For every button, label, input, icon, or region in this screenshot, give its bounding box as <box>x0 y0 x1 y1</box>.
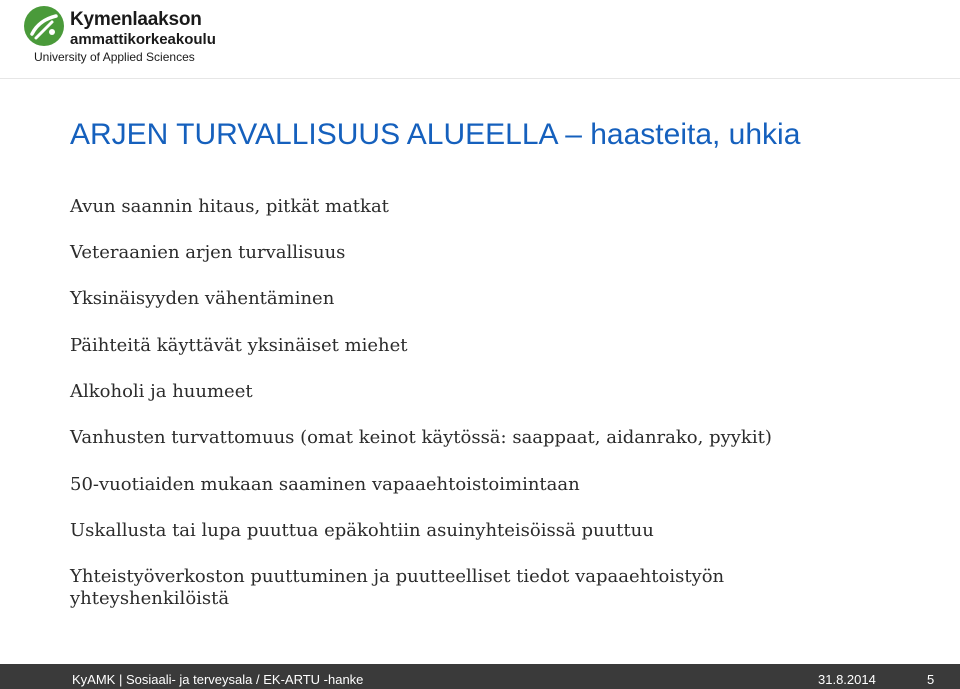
list-item: Yhteistyöverkoston puuttuminen ja puutteelliset tiedot vapaaehtoistyön yhteyshenkilöistä <box>70 566 725 609</box>
list-item: Uskallusta tai lupa puuttua epäkohtiin asuinyhteisöissä puuttuu <box>70 520 654 541</box>
list-item: Vanhusten turvattomuus (omat keinot käytössä: saappaat, aidanrako, pyykit) <box>70 427 772 448</box>
logo-name: Kymenlaakson <box>70 9 202 30</box>
logo-subtitle: ammattikorkeakoulu <box>70 31 216 48</box>
list-item: 50-vuotiaiden mukaan saaminen vapaaehtoistoimintaan <box>70 474 580 495</box>
logo-mark-icon <box>22 4 66 48</box>
slide-header <box>0 0 960 79</box>
list-item: Päihteitä käyttävät yksinäiset miehet <box>70 335 408 356</box>
slide-footer <box>0 664 960 689</box>
page-number: 5 <box>927 672 935 687</box>
list-item: Avun saannin hitaus, pitkät matkat <box>70 196 389 217</box>
logo-english-name: University of Applied Sciences <box>34 50 195 64</box>
list-item: Alkoholi ja huumeet <box>70 381 253 402</box>
list-item: Veteraanien arjen turvallisuus <box>70 242 346 263</box>
footer-organization: KyAMK | Sosiaali- ja terveysala / EK-ARTU -hanke <box>72 672 364 687</box>
list-item: Yksinäisyyden vähentäminen <box>70 288 335 309</box>
kyamk-logo <box>22 4 262 66</box>
footer-date: 31.8.2014 <box>818 672 876 687</box>
slide-title: ARJEN TURVALLISUUS ALUEELLA – haasteita, uhkia <box>70 118 801 151</box>
